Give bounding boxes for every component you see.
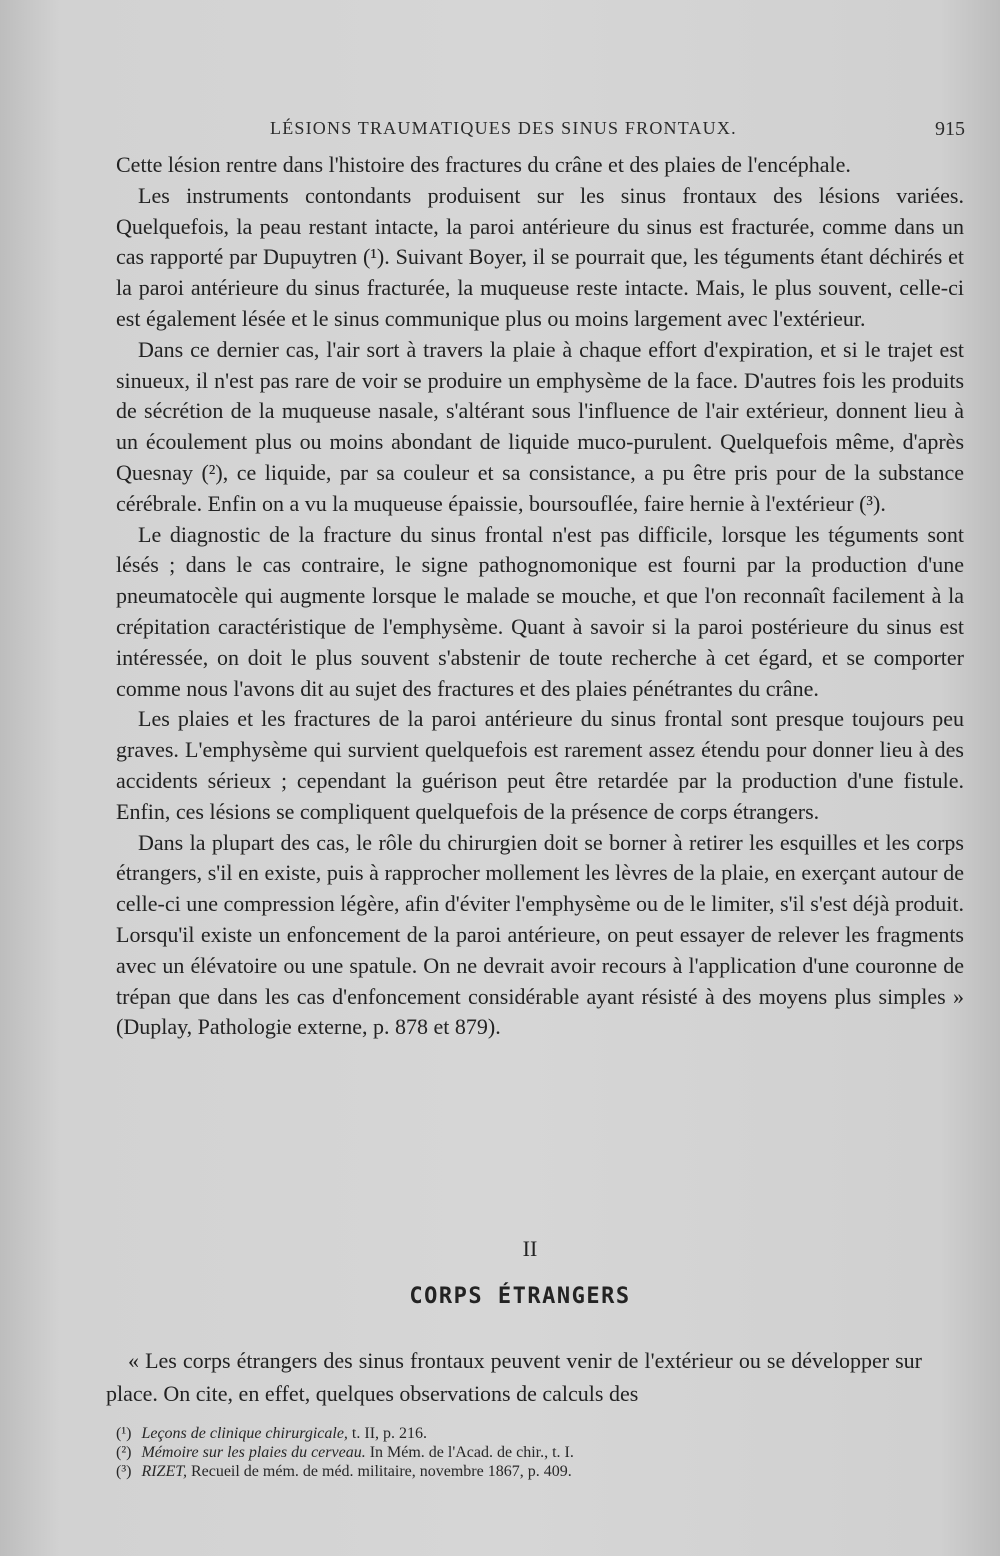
footnote-marker: (²) [116, 1444, 132, 1461]
footnote-marker: (³) [116, 1463, 132, 1480]
paragraph-3: Dans ce dernier cas, l'air sort à travers la plaie à chaque effort d'expiration, et si le trajet est sinueux, il n'est pas rare de voir se produire un emphysème de la face. D'autres fois les produits de sécrétion de la muqueuse nasale, s'altérant sous l'influence de l'air extérieur, donnent lieu à un écoulement plus ou moins abondant de liquide muco-purulent. Quelquefois même, d'après Quesnay (²), ce liquide, par sa couleur et sa consistance, a pu être pris pour de la substance cérébrale. Enfin on a vu la muqueuse épaissie, boursouflée, faire hernie à l'extérieur (³). [116, 336, 964, 516]
closing-paragraph: « Les corps étrangers des sinus frontaux peuvent venir de l'extérieur ou se développer sur place. On cite, en effet, quelques observations de calculs des [106, 1348, 922, 1406]
closing-text [106, 1344, 922, 1410]
footnote-detail: Recueil de mém. de méd. militaire, novembre 1867, p. 409. [190, 1463, 572, 1480]
running-head [120, 118, 965, 144]
paragraph-6: Dans la plupart des cas, le rôle du chirurgien doit se borner à retirer les esquilles et les corps étrangers, s'il en existe, puis à rapprocher mollement les lèvres de la plaie, en exerçant autour de celle-ci une compression légère, afin d'éviter l'emphysème ou de le limiter, s'il s'est déjà produit. Lorsqu'il existe un enfoncement de la paroi antérieure, on peut essayer de relever les fragments avec un élévatoire ou une spatule. On ne devrait avoir recours à l'application d'une couronne de trépan que dans les cas d'enfoncement considérable ayant résisté à des moyens plus simples » (Duplay, Pathologie externe, p. 878 et 879). [116, 829, 964, 1040]
section-title: CORPS ÉTRANGERS [409, 1284, 631, 1309]
page-number: 915 [935, 118, 965, 140]
footnote-1 [116, 1424, 876, 1443]
footnote-2 [116, 1443, 876, 1462]
footnote-3 [116, 1462, 876, 1481]
paragraph-4: Le diagnostic de la fracture du sinus frontal n'est pas difficile, lorsque les téguments sont lésés ; dans le cas contraire, le signe pathognomonique est fourni par la production d'une pneumatocèle qui augmente lorsque le malade se mouche, et que l'on reconnaît facilement à la crépitation caractéristique de l'emphysème. Quant à savoir si la paroi postérieure du sinus est intéressée, on doit le plus souvent s'abstenir de toute recherche à cet égard, et se comporter comme nous l'avons dit au sujet des fractures et des plaies pénétrantes du crâne. [116, 521, 964, 701]
body-text [116, 150, 964, 1043]
footnote-detail: In Mém. de l'Acad. de chir., t. I. [369, 1444, 574, 1461]
footnote-source: Leçons de clinique chirurgicale, [141, 1425, 348, 1442]
paragraph-1: Cette lésion rentre dans l'histoire des fractures du crâne et des plaies de l'encéphale. [116, 152, 851, 177]
footnotes [116, 1424, 876, 1481]
footnote-source: RIZET, [141, 1463, 187, 1480]
footnote-marker: (¹) [116, 1425, 132, 1442]
footnote-source: Mémoire sur les plaies du cerveau. [141, 1444, 366, 1461]
footnote-detail: t. II, p. 216. [351, 1425, 428, 1442]
running-title: LÉSIONS TRAUMATIQUES DES SINUS FRONTAUX. [270, 118, 737, 138]
paragraph-5: Les plaies et les fractures de la paroi antérieure du sinus frontal sont presque toujours peu graves. L'emphysème qui survient quelquefois est rarement assez étendu pour donner lieu à des accidents sérieux ; cependant la guérison peut être retardée par la production d'une fistule. Enfin, ces lésions se compliquent quelquefois de la présence de corps étrangers. [116, 706, 964, 824]
paragraph-2: Les instruments contondants produisent sur les sinus frontaux des lésions variées. Quelquefois, la peau restant intacte, la paroi antérieure du sinus est fracturée, comme dans un cas rapporté par Dupuytren (¹). Suivant Boyer, il se pourrait que, les téguments étant déchirés et la paroi antérieure du sinus fracturée, la muqueuse reste intacte. Mais, le plus souvent, celle-ci est également lésée et le sinus communique plus ou moins largement avec l'extérieur. [116, 182, 964, 331]
section-number: II [522, 1236, 538, 1261]
